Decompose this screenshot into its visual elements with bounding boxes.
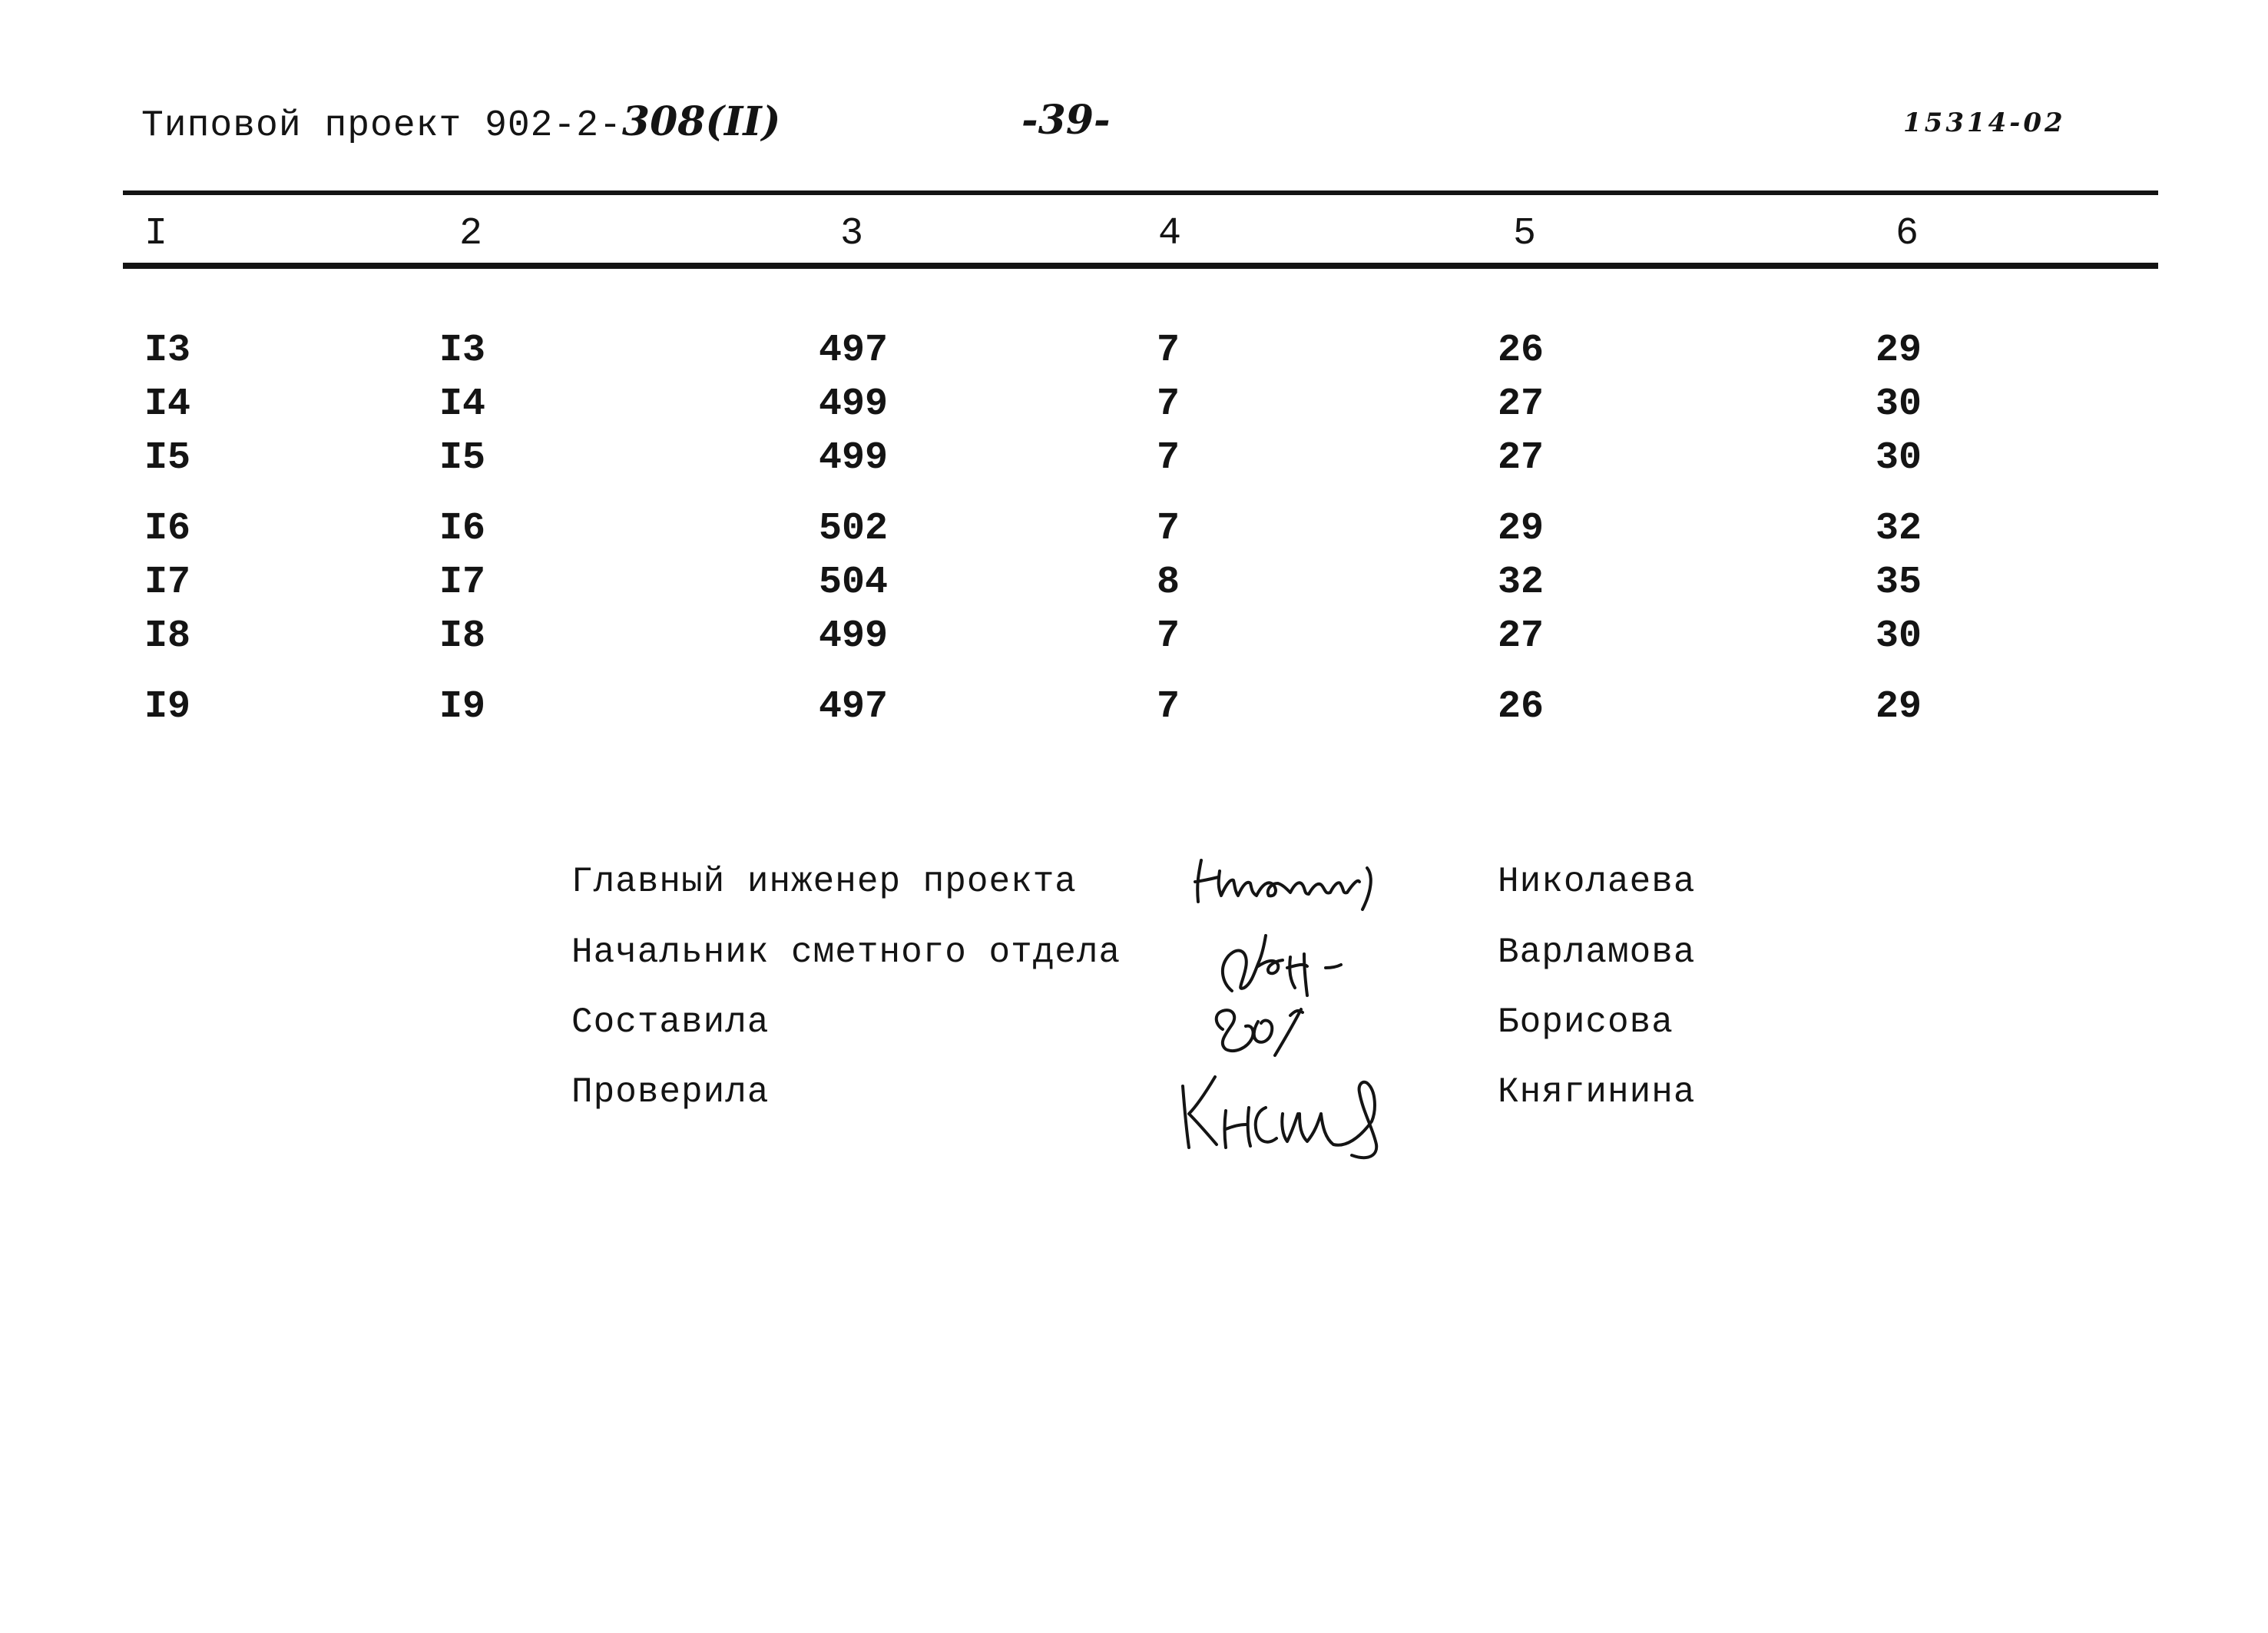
table-cell: 30 [1876,436,1922,480]
signoff-row [0,862,2268,908]
table-cell: I7 [439,561,486,605]
table-row [0,685,2268,731]
title-prefix: Типовой проект 902-2- [141,105,622,147]
table-cell: I8 [439,614,486,658]
table-cell: 7 [1157,685,1180,729]
table-cell: I7 [144,561,191,605]
table-row [0,329,2268,375]
signoff-role: Составила [571,1002,770,1042]
table-cell: 7 [1157,329,1180,373]
table-cell: 27 [1498,383,1545,426]
signoff-row [0,932,2268,979]
table-cell: 32 [1876,507,1922,551]
signoff-name: Николаева [1498,862,1696,902]
table-row [0,561,2268,607]
table-cell: I6 [144,507,191,551]
table-top-rule [123,190,2158,195]
column-header: 6 [1896,212,1919,256]
signature-borisova [1217,1009,1303,1055]
signoff-row [0,1072,2268,1118]
table-cell: 497 [819,685,889,729]
signoff-role: Главный инженер проекта [571,862,1077,902]
table-cell: 27 [1498,436,1545,480]
document-code: 15314-02 [1903,108,2066,138]
table-cell: I5 [144,436,191,480]
page-number: -39- [1021,97,1111,144]
table-cell: 499 [819,614,889,658]
signatures-group [1175,837,1498,1160]
table-cell: I4 [144,383,191,426]
table-cell: 30 [1876,383,1922,426]
signoff-name: Княгинина [1498,1072,1696,1112]
table-cell: 29 [1498,507,1545,551]
table-cell: I8 [144,614,191,658]
table-row [0,507,2268,553]
signoff-role: Начальник сметного отдела [571,932,1121,972]
table-cell: 26 [1498,685,1545,729]
table-cell: 499 [819,383,889,426]
column-header: 4 [1158,212,1182,256]
table-cell: 26 [1498,329,1545,373]
table-cell: I3 [439,329,486,373]
table-cell: 7 [1157,614,1180,658]
table-cell: 502 [819,507,889,551]
table-row [0,436,2268,482]
column-header: 5 [1513,212,1537,256]
table-cell: 8 [1157,561,1180,605]
table-header-rule [123,263,2158,269]
signature-varlamova [1223,936,1341,995]
signoff-role: Проверила [571,1072,770,1112]
table-cell: I6 [439,507,486,551]
table-cell: 7 [1157,507,1180,551]
signature-nikolaeva [1195,860,1371,909]
table-cell: I9 [439,685,486,729]
column-header: 3 [840,212,864,256]
table-cell: I4 [439,383,486,426]
column-header: 2 [459,212,483,256]
signoff-row [0,1002,2268,1048]
table-cell: 499 [819,436,889,480]
table-cell: 29 [1876,329,1922,373]
document-title [141,98,780,147]
table-cell: 32 [1498,561,1545,605]
table-cell: 29 [1876,685,1922,729]
column-header: I [144,212,168,256]
title-handwritten-number: 308(II) [621,98,781,145]
signature-knyaginina [1183,1077,1376,1158]
table-cell: 7 [1157,383,1180,426]
signoff-name: Борисова [1498,1002,1674,1042]
table-cell: 35 [1876,561,1922,605]
table-cell: I9 [144,685,191,729]
table-cell: I3 [144,329,191,373]
table-row [0,614,2268,661]
table-cell: 497 [819,329,889,373]
table-cell: 504 [819,561,889,605]
table-cell: 7 [1157,436,1180,480]
table-row [0,383,2268,429]
table-cell: I5 [439,436,486,480]
table-cell: 30 [1876,614,1922,658]
table-cell: 27 [1498,614,1545,658]
signoff-name: Варламова [1498,932,1696,972]
